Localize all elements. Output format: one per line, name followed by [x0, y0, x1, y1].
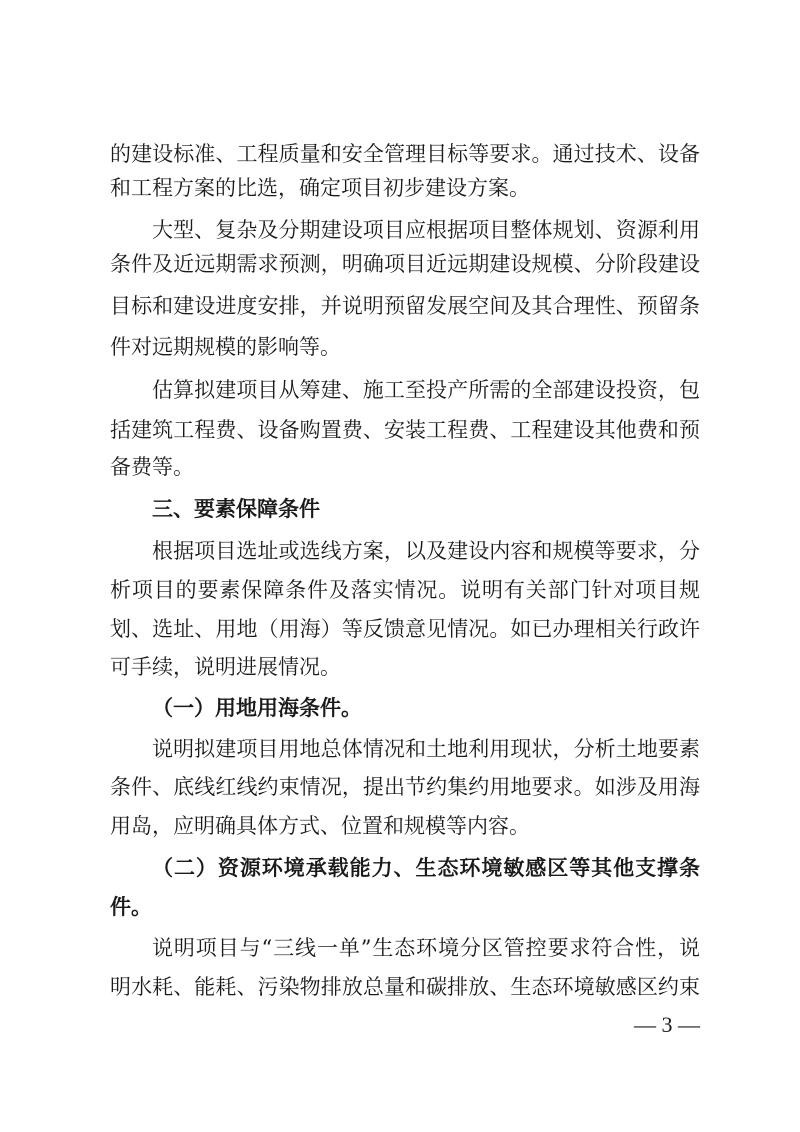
paragraph-line: 件对远期规模的影响等。 [110, 335, 341, 359]
paragraph-line: 划、选址、用地（用海）等反馈意见情况。如已办理相关行政许 [110, 617, 700, 641]
paragraph-line: 明水耗、能耗、污染物排放总量和碳排放、生态环境敏感区约束 [110, 975, 700, 999]
subsection-heading: 件。 [110, 894, 152, 919]
subsection-heading: （二）资源环境承载能力、生态环境敏感区等其他支撑条 [152, 855, 700, 880]
paragraph-line: 析项目的要素保障条件及落实情况。说明有关部门针对项目规 [110, 578, 700, 602]
paragraph-line: 说明拟建项目用地总体情况和土地利用现状，分析土地要素 [152, 737, 700, 761]
paragraph-line: 用岛，应明确具体方式、位置和规模等内容。 [110, 814, 530, 838]
page-number: — 3 — [634, 1012, 700, 1037]
paragraph-line: 大型、复杂及分期建设项目应根据项目整体规划、资源利用 [152, 218, 700, 242]
paragraph-line: 条件及近远期需求预测，明确项目近远期建设规模、分阶段建设 [110, 252, 700, 276]
paragraph-line: 根据项目选址或选线方案，以及建设内容和规模等要求，分 [152, 539, 700, 563]
paragraph-line: 括建筑工程费、设备购置费、安装工程费、工程建设其他费和预 [110, 418, 700, 442]
paragraph-line: 说明项目与“三线一单”生态环境分区管控要求符合性，说 [152, 936, 700, 960]
paragraph-line: 和工程方案的比选，确定项目初步建设方案。 [110, 176, 530, 200]
paragraph-line: 条件、底线红线约束情况，提出节约集约用地要求。如涉及用海 [110, 775, 700, 799]
paragraph-line: 目标和建设进度安排，并说明预留发展空间及其合理性、预留条 [110, 294, 700, 318]
paragraph-line: 备费等。 [110, 455, 194, 479]
paragraph-line: 可手续，说明进展情况。 [110, 655, 341, 679]
section-heading: 三、要素保障条件 [152, 497, 320, 521]
paragraph-line: 估算拟建项目从筹建、施工至投产所需的全部建设投资，包 [152, 378, 700, 402]
subsection-heading: （一）用地用海条件。 [152, 695, 362, 720]
paragraph-line: 的建设标准、工程质量和安全管理目标等要求。通过技术、设备 [110, 142, 700, 166]
